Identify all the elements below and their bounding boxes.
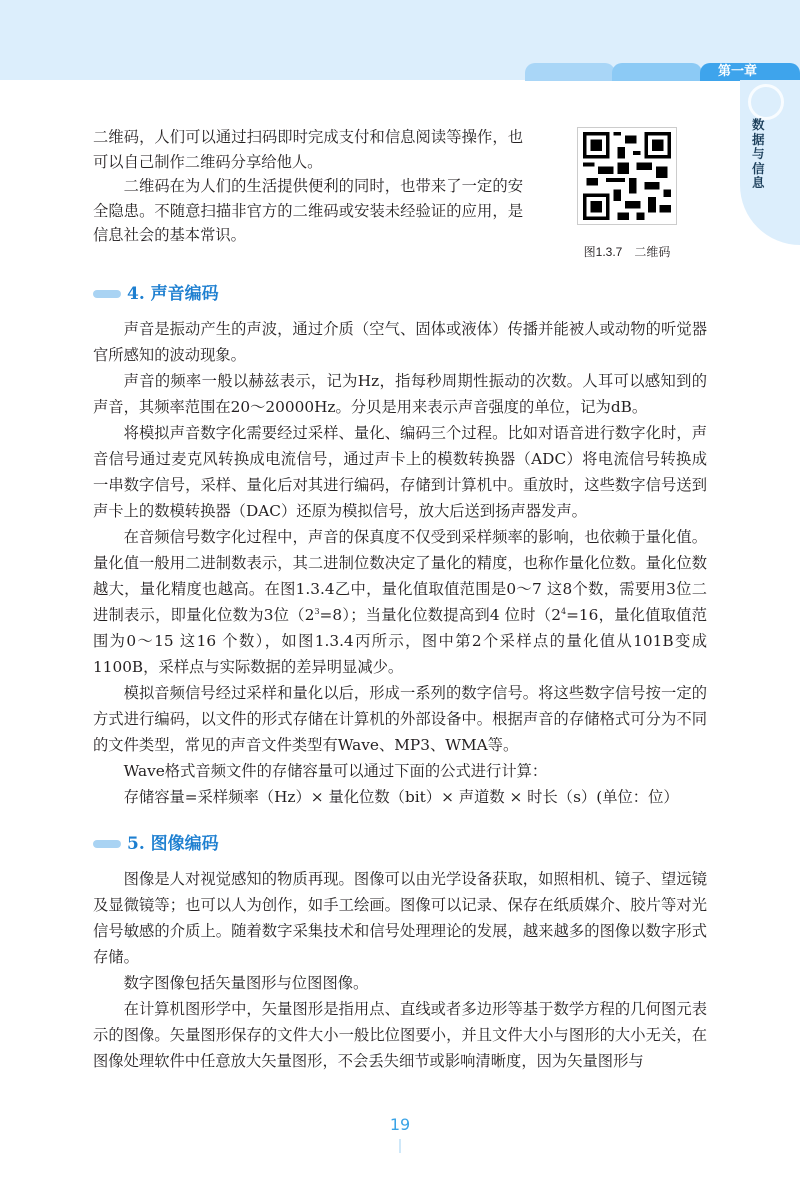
side-title: 数据与信息 — [752, 117, 765, 190]
text-segment: 在音频信号数字化过程中，声音的保真度不仅受到采样频率的影响，也依赖于量化值。量化值一般用二进制数表示，其二进制位数决定了量化的精度，也称作量化位数。量化位数越大，量化精度也越高。在图1.3.4乙中，量化值取值范围是0～7 这8个数，需要用3位二进制表示，即量化位数为3位（2 — [93, 528, 707, 624]
superscript: 3 — [314, 607, 320, 616]
formula: 存储容量=采样频率（Hz）× 量化位数（bit）× 声道数 × 时长（s）(单位：位） — [123, 788, 679, 806]
paragraph — [93, 524, 707, 680]
paragraph: 在计算机图形学中，矢量图形是指用点、直线或者多边形等基于数学方程的几何图元表示的图像。矢量图形保存的文件大小一般比位图要小，并且文件大小与图形的大小无关，在图像处理软件中任意放大矢量图形，不会丢失细节或影响清晰度，因为矢量图形与 — [93, 1000, 707, 1070]
section-heading — [93, 282, 707, 306]
text-segment: =8）；当量化位数提高到4 位时（2 — [319, 606, 561, 624]
paragraph: 图像是人对视觉感知的物质再现。图像可以由光学设备获取，如照相机、镜子、望远镜及显微镜等；也可以人为创作，如手工绘画。图像可以记录、保存在纸质媒介、胶片等对光信号敏感的介质上。随着数字采集技术和信号处理理论的发展，越来越多的图像以数字形式存储。 — [93, 870, 707, 966]
intro-row — [93, 125, 707, 260]
superscript: 4 — [560, 607, 567, 616]
intro-text — [93, 125, 523, 248]
cursor-icon — [748, 84, 784, 120]
paragraph: 二维码，人们可以通过扫码即时完成支付和信息阅读等操作，也可以自己制作二维码分享给他人。 — [93, 128, 523, 171]
section-heading — [93, 832, 707, 856]
paragraph: 二维码在为人们的生活提供便利的同时，也带来了一定的安全隐患。不随意扫描非官方的二维码或安装未经验证的应用，是信息社会的基本常识。 — [93, 177, 523, 244]
section-heading-text: 5. 图像编码 — [127, 834, 219, 854]
qr-code-image — [577, 127, 677, 225]
text-segment: =16，量化值取值范围为0～15 这16 个数），如图1.3.4丙所示，图中第2个采样点的量化值从101B变成1100B，采样点与实际数据的差异明显减少。 — [93, 606, 707, 676]
chapter-tab: 第一章 — [700, 63, 800, 81]
heading-bar-icon — [93, 290, 121, 298]
page-number-divider — [399, 1139, 401, 1153]
paragraph: 数字图像包括矢量图形与位图图像。 — [123, 974, 369, 992]
paragraph: 声音的频率一般以赫兹表示，记为Hz，指每秒周期性振动的次数。人耳可以感知到的声音，其频率范围在20～20000Hz。分贝是用来表示声音强度的单位，记为dB。 — [93, 372, 707, 416]
paragraph: 将模拟声音数字化需要经过采样、量化、编码三个过程。比如对语音进行数字化时，声音信号通过麦克风转换成电流信号，通过声卡上的模数转换器（ADC）将电流信号转换成一串数字信号，采样、量化后对其进行编码，存储到计算机中。重放时，这些数字信号送到声卡上的数模转换器（DAC）还原为模拟信号，放大后送到扬声器发声。 — [93, 424, 707, 520]
figure — [572, 125, 682, 260]
figure-caption: 图1.3.7 二维码 — [583, 245, 671, 259]
heading-bar-icon — [93, 840, 121, 848]
paragraph: Wave格式音频文件的存储容量可以通过下面的公式进行计算： — [123, 762, 548, 780]
paragraph: 模拟音频信号经过采样和量化以后，形成一系列的数字信号。将这些数字信号按一定的方式进行编码，以文件的形式存储在计算机的外部设备中。根据声音的存储格式可分为不同的文件类型，常见的声音文件类型有Wave、MP3、WMA等。 — [93, 684, 707, 754]
page-number: 19 — [389, 1115, 411, 1134]
page-footer — [93, 1114, 707, 1183]
section-heading-text: 4. 声音编码 — [127, 284, 219, 304]
content-column — [93, 0, 707, 1183]
paragraph: 声音是振动产生的声波，通过介质（空气、固体或液体）传播并能被人或动物的听觉器官所感知的波动现象。 — [93, 320, 707, 364]
